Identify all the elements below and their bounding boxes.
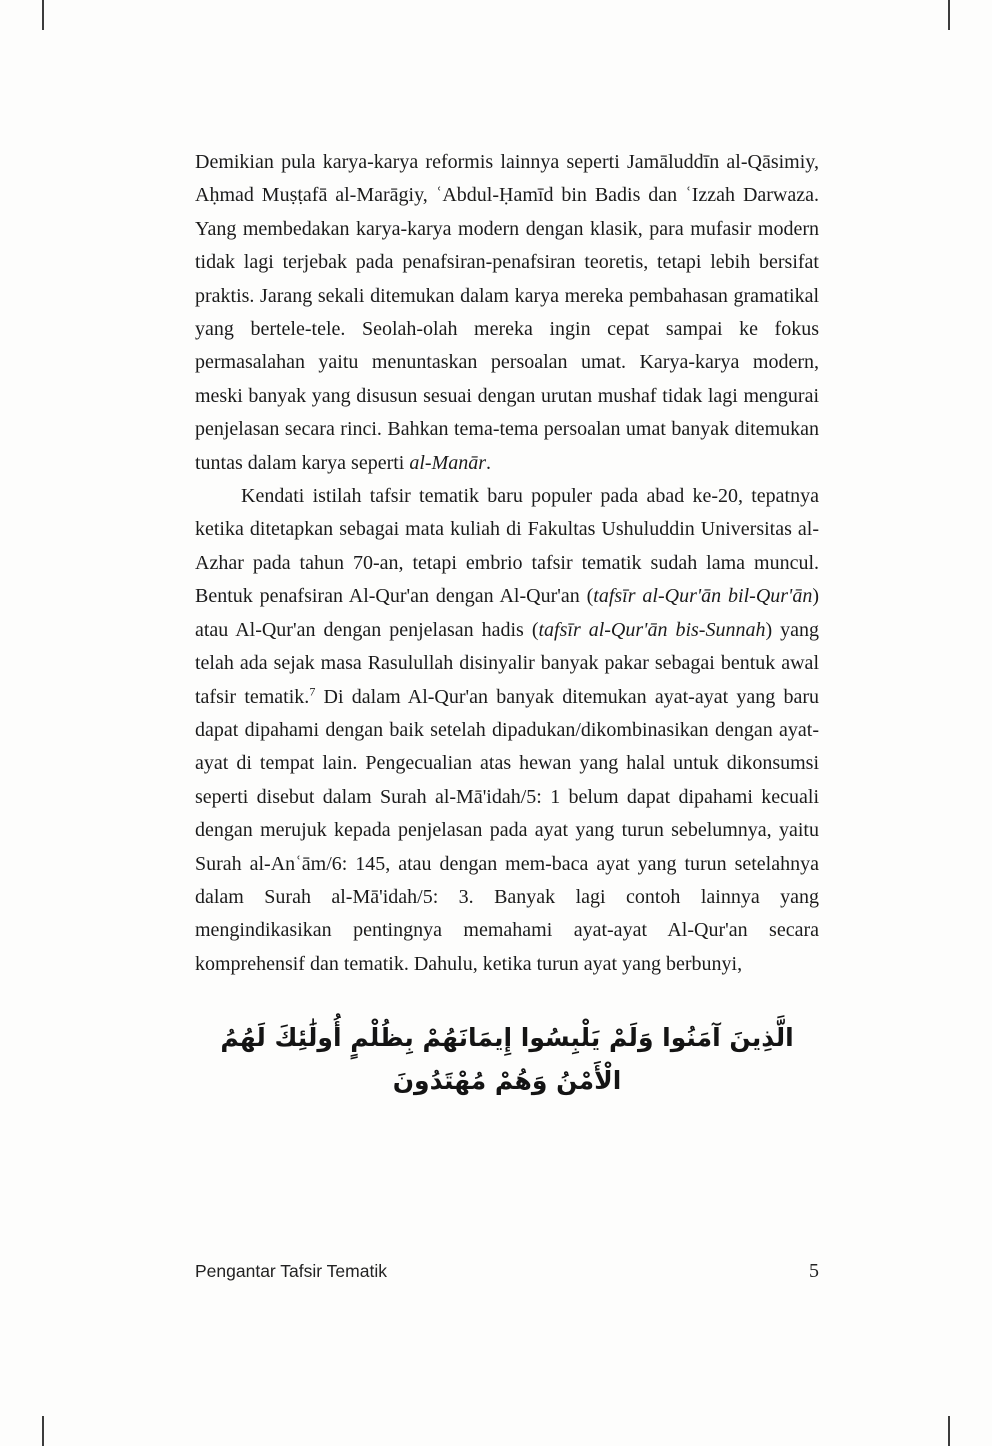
running-footer-title: Pengantar Tafsir Tematik <box>195 1261 387 1281</box>
text-run: ) yang telah ada sejak masa Rasulullah disinyalir banyak pakar sebagai bentuk awal tafsir tematik. <box>195 618 819 708</box>
text-run: ) atau Al-Qur'an dengan penjelasan hadis ( <box>195 585 819 641</box>
crop-mark-bottom-right <box>948 1416 950 1446</box>
text-run-italic: tafsīr al-Qur'ān bis-Sunnah <box>538 618 766 641</box>
crop-mark-bottom-left <box>42 1416 44 1446</box>
arabic-verse: الَّذِينَ آمَنُوا وَلَمْ يَلْبِسُوا إِيمَانَهُمْ بِظُلْمٍ أُولَٰئِكَ لَهُمُ الْأَمْنُ وَهُمْ مُهْتَدُونَ <box>220 1023 794 1095</box>
page-body <box>195 146 819 1102</box>
text-run: Di dalam Al-Qur'an banyak ditemukan ayat-ayat yang baru dapat dipahami dengan baik setelah dipadukan/dikombinasikan dengan ayat-ayat di tempat lain. Pengecualian atas hewan yang halal untuk dikonsumsi seperti disebut dalam Surah al-Mā'idah/5: 1 belum dapat dipahami kecuali dengan merujuk kepada penjelasan pada ayat yang turun sebelumnya, yaitu Surah al-Anʿām/6: 145, atau dengan mem-baca ayat yang turun setelahnya dalam Surah al-Mā'idah/5: 3. Banyak lagi contoh lainnya yang mengindikasikan pentingnya memahami ayat-ayat Al-Qur'an secara komprehensif dan tematik. Dahulu, ketika turun ayat yang berbunyi, <box>195 685 819 975</box>
page-number: 5 <box>809 1260 819 1282</box>
crop-mark-top-right <box>948 0 950 30</box>
text-run: Demikian pula karya-karya reformis lainnya seperti Jamāluddīn al-Qāsimiy, Aḥmad Muṣṭafā al-Marāgiy, ʿAbdul-Ḥamīd bin Badis dan ʿIzzah Darwaza. Yang membedakan karya-karya modern dengan klasik, para mufasir modern tidak lagi terjebak pada penafsiran-penafsiran teoretis, tetapi lebih bersifat praktis. Jarang sekali ditemukan dalam karya mereka pembahasan gramatikal yang bertele-tele. Seolah-olah mereka ingin cepat sampai ke fokus permasalahan yaitu menuntaskan persoalan umat. Karya-karya modern, meski banyak yang disusun sesuai dengan urutan mushaf tidak lagi mengurai penjelasan secara rinci. Bahkan tema-tema persoalan umat banyak ditemukan tuntas dalam karya seperti <box>195 151 819 474</box>
text-run: . <box>486 451 492 474</box>
page-footer <box>195 1260 819 1283</box>
text-run-italic: tafsīr al-Qur'ān bil-Qur'ān <box>593 585 813 608</box>
text-run-italic: al-Manār <box>409 451 487 474</box>
paragraph-2 <box>195 480 819 981</box>
paragraph-1 <box>195 146 819 480</box>
crop-mark-top-left <box>42 0 44 30</box>
text-run: Kendati istilah tafsir tematik baru populer pada abad ke-20, tepatnya ketika ditetapkan sebagai mata kuliah di Fakultas Ushuluddin Universitas al-Azhar pada tahun 70-an, tetapi embrio tafsir tematik sudah lama muncul. Bentuk penafsiran Al-Qur'an dengan Al-Qur'an ( <box>195 485 819 608</box>
footnote-marker: 7 <box>309 683 316 698</box>
